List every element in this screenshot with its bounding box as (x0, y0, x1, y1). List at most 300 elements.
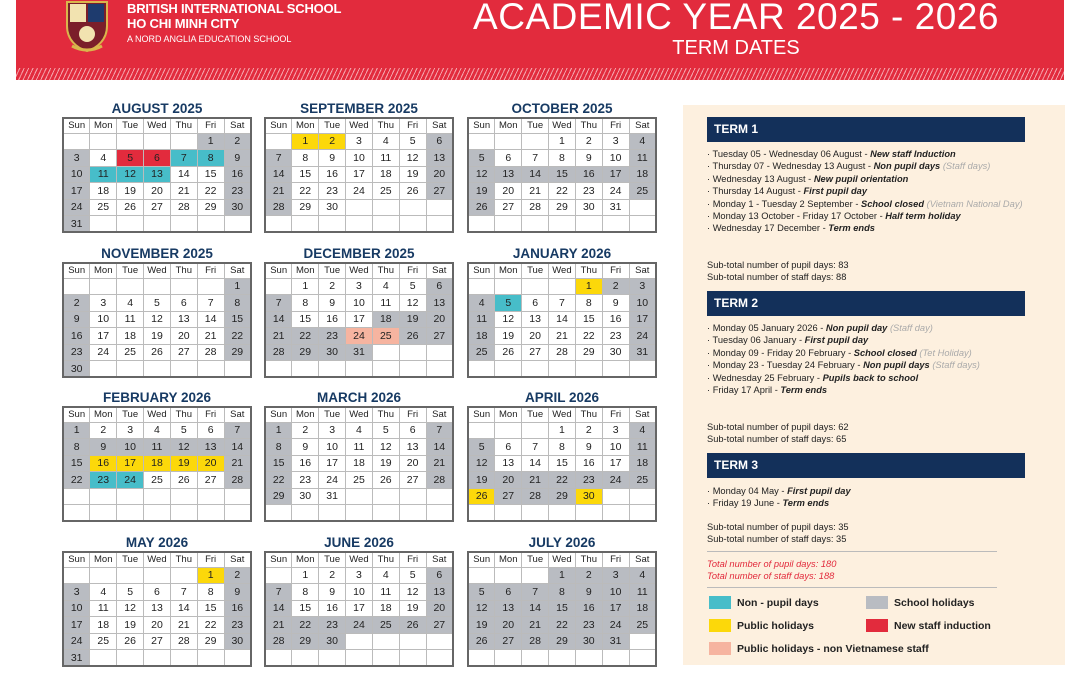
term-item-date: Monday 05 January 2026 - (712, 323, 826, 333)
day-cell: 21 (224, 455, 251, 472)
weekday-header: Sat (629, 263, 656, 278)
day-cell: 27 (522, 344, 549, 361)
weekday-header: Mon (495, 552, 522, 567)
day-cell: 3 (602, 422, 629, 439)
day-cell: 23 (90, 472, 117, 489)
day-cell: 16 (224, 600, 251, 617)
weekday-header: Sun (63, 407, 90, 422)
month-title: MARCH 2026 (316, 390, 402, 405)
empty-cell (399, 216, 426, 233)
day-cell: 18 (372, 311, 399, 328)
empty-cell (170, 278, 197, 295)
school-city: HO CHI MINH CITY (127, 16, 240, 31)
day-cell: 26 (170, 472, 197, 489)
empty-cell (90, 216, 117, 233)
weekday-header: Thu (372, 407, 399, 422)
weekday-header: Sat (426, 407, 453, 422)
empty-cell (90, 278, 117, 295)
month-table (264, 551, 454, 667)
day-cell: 29 (197, 633, 224, 650)
empty-cell (426, 361, 453, 378)
day-cell: 19 (399, 311, 426, 328)
day-cell: 15 (292, 166, 319, 183)
day-cell: 17 (629, 311, 656, 328)
weekday-header: Fri (399, 263, 426, 278)
empty-cell (399, 505, 426, 522)
term-item-note: (Staff days) (932, 360, 980, 371)
weekday-header: Mon (292, 118, 319, 133)
term-item: · Wednesday 25 February - Pupils back to school (707, 372, 919, 383)
day-cell: 28 (265, 633, 292, 650)
weekday-header: Sun (265, 263, 292, 278)
day-cell: 17 (346, 166, 373, 183)
term-item: · Monday 05 January 2026 - Non pupil day (Staff day) (707, 323, 933, 333)
day-cell: 5 (495, 295, 522, 312)
day-cell: 3 (63, 584, 90, 601)
weekday-header: Tue (319, 118, 346, 133)
term-item-note: (Tet Holiday) (919, 347, 972, 358)
empty-cell (292, 361, 319, 378)
hatch-divider (16, 68, 1064, 80)
term-item-date: Wednesday 25 February - (712, 372, 823, 383)
day-cell: 31 (602, 633, 629, 650)
day-cell: 9 (224, 584, 251, 601)
weekday-header: Thu (372, 118, 399, 133)
day-cell: 1 (575, 278, 602, 295)
day-cell: 15 (292, 311, 319, 328)
day-cell: 6 (144, 150, 171, 167)
day-cell: 7 (549, 295, 576, 312)
day-cell: 3 (319, 422, 346, 439)
term-item-event: New pupil orientation (813, 173, 909, 184)
month-table (62, 551, 252, 667)
day-cell: 5 (468, 150, 495, 167)
empty-cell (399, 488, 426, 505)
day-cell: 28 (522, 488, 549, 505)
day-cell: 18 (629, 455, 656, 472)
day-cell: 3 (629, 278, 656, 295)
day-cell: 30 (63, 361, 90, 378)
empty-cell (522, 133, 549, 150)
day-cell: 3 (346, 133, 373, 150)
divider (707, 587, 997, 588)
day-cell: 24 (602, 472, 629, 489)
weekday-header: Wed (346, 407, 373, 422)
empty-cell (346, 216, 373, 233)
day-cell: 16 (292, 455, 319, 472)
day-cell: 2 (575, 422, 602, 439)
term-item: · Monday 13 October - Friday 17 October - Half term holiday (707, 211, 961, 222)
weekday-header: Sat (629, 552, 656, 567)
day-cell: 12 (495, 311, 522, 328)
empty-cell (575, 650, 602, 667)
weekday-header: Tue (117, 407, 144, 422)
term-item-note: (Staff days) (942, 161, 991, 172)
empty-cell (265, 361, 292, 378)
weekday-header: Tue (522, 263, 549, 278)
empty-cell (372, 488, 399, 505)
empty-cell (197, 278, 224, 295)
weekday-header: Tue (522, 407, 549, 422)
term-item-event: New staff Induction (870, 149, 956, 159)
day-cell: 19 (495, 328, 522, 345)
empty-cell (522, 361, 549, 378)
empty-cell (170, 567, 197, 584)
day-cell: 10 (602, 584, 629, 601)
day-cell: 7 (197, 295, 224, 312)
day-cell: 3 (63, 150, 90, 167)
empty-cell (117, 361, 144, 378)
empty-cell (399, 361, 426, 378)
day-cell: 6 (399, 422, 426, 439)
day-cell: 4 (629, 567, 656, 584)
day-cell: 22 (292, 328, 319, 345)
month-table (264, 406, 454, 522)
day-cell: 29 (549, 488, 576, 505)
empty-cell (468, 133, 495, 150)
weekday-header: Tue (117, 263, 144, 278)
day-cell: 23 (575, 472, 602, 489)
day-cell: 14 (522, 166, 549, 183)
weekday-header: Sat (426, 263, 453, 278)
day-cell: 15 (197, 166, 224, 183)
day-cell: 9 (319, 584, 346, 601)
day-cell: 25 (90, 633, 117, 650)
day-cell: 16 (224, 166, 251, 183)
day-cell: 20 (522, 328, 549, 345)
day-cell: 30 (319, 199, 346, 216)
month-title: OCTOBER 2025 (511, 101, 613, 116)
empty-cell (468, 422, 495, 439)
day-cell: 30 (602, 344, 629, 361)
term-item-event: School closed (861, 198, 925, 209)
term-item: · Friday 19 June - Term ends (707, 498, 830, 509)
day-cell: 2 (90, 422, 117, 439)
day-cell: 2 (292, 422, 319, 439)
day-cell: 6 (144, 584, 171, 601)
day-cell: 5 (399, 567, 426, 584)
school-crest-logo (62, 0, 112, 52)
day-cell: 9 (90, 439, 117, 456)
empty-cell (468, 505, 495, 522)
day-cell: 27 (170, 344, 197, 361)
empty-cell (319, 650, 346, 667)
day-cell: 2 (224, 567, 251, 584)
day-cell: 23 (319, 183, 346, 200)
day-cell: 7 (265, 584, 292, 601)
day-cell: 1 (197, 567, 224, 584)
empty-cell (265, 133, 292, 150)
total-pupil-days: Total number of pupil days: 180 (707, 559, 837, 569)
day-cell: 1 (265, 422, 292, 439)
day-cell: 10 (117, 439, 144, 456)
empty-cell (372, 344, 399, 361)
day-cell: 23 (292, 472, 319, 489)
day-cell: 22 (549, 617, 576, 634)
empty-cell (197, 650, 224, 667)
day-cell: 7 (170, 150, 197, 167)
empty-cell (170, 133, 197, 150)
day-cell: 21 (522, 617, 549, 634)
day-cell: 12 (117, 166, 144, 183)
day-cell: 15 (575, 311, 602, 328)
weekday-header: Wed (549, 263, 576, 278)
day-cell: 1 (549, 422, 576, 439)
day-cell: 21 (522, 183, 549, 200)
weekday-header: Thu (575, 407, 602, 422)
page-title: ACADEMIC YEAR 2025 - 2026 (473, 0, 999, 37)
day-cell: 14 (522, 600, 549, 617)
day-cell: 9 (63, 311, 90, 328)
day-cell: 18 (372, 600, 399, 617)
weekday-header: Mon (90, 407, 117, 422)
day-cell: 8 (549, 439, 576, 456)
day-cell: 11 (629, 439, 656, 456)
weekday-header: Wed (346, 263, 373, 278)
day-cell: 28 (170, 199, 197, 216)
day-cell: 21 (549, 328, 576, 345)
day-cell: 11 (90, 600, 117, 617)
day-cell: 24 (346, 617, 373, 634)
weekday-header: Wed (549, 118, 576, 133)
day-cell: 10 (90, 311, 117, 328)
day-cell: 8 (575, 295, 602, 312)
weekday-header: Mon (292, 552, 319, 567)
empty-cell (372, 650, 399, 667)
day-cell: 11 (468, 311, 495, 328)
month-calendar (264, 534, 454, 667)
day-cell: 10 (346, 150, 373, 167)
weekday-header: Sun (468, 552, 495, 567)
day-cell: 18 (117, 328, 144, 345)
term-item-date: Thursday 14 August - (712, 186, 804, 197)
day-cell: 14 (265, 600, 292, 617)
term-3-items (707, 485, 1037, 510)
empty-cell (90, 505, 117, 522)
day-cell: 27 (426, 617, 453, 634)
day-cell: 18 (346, 455, 373, 472)
day-cell: 24 (117, 472, 144, 489)
empty-cell (319, 216, 346, 233)
day-cell: 15 (549, 166, 576, 183)
day-cell: 22 (292, 183, 319, 200)
weekday-header: Fri (399, 552, 426, 567)
term-2-pupil-days: Sub-total number of pupil days: 62 (707, 422, 849, 432)
weekday-header: Wed (144, 552, 171, 567)
day-cell: 10 (319, 439, 346, 456)
day-cell: 21 (522, 472, 549, 489)
day-cell: 26 (399, 183, 426, 200)
day-cell: 23 (319, 328, 346, 345)
day-cell: 8 (549, 584, 576, 601)
weekday-header: Mon (90, 118, 117, 133)
day-cell: 21 (170, 183, 197, 200)
term-item-event: Term ends (780, 385, 828, 396)
weekday-header: Fri (197, 552, 224, 567)
empty-cell (495, 133, 522, 150)
empty-cell (170, 650, 197, 667)
day-cell: 16 (602, 311, 629, 328)
weekday-header: Sun (468, 118, 495, 133)
day-cell: 14 (170, 600, 197, 617)
day-cell: 19 (468, 617, 495, 634)
day-cell: 28 (170, 633, 197, 650)
day-cell: 23 (319, 617, 346, 634)
weekday-header: Sun (265, 552, 292, 567)
term-item-note: (Vietnam National Day) (926, 198, 1023, 209)
weekday-header: Sat (629, 118, 656, 133)
day-cell: 26 (468, 633, 495, 650)
day-cell: 16 (319, 166, 346, 183)
day-cell: 13 (144, 166, 171, 183)
day-cell: 9 (319, 295, 346, 312)
empty-cell (372, 633, 399, 650)
day-cell: 28 (265, 199, 292, 216)
empty-cell (117, 567, 144, 584)
day-cell: 11 (372, 584, 399, 601)
day-cell: 25 (117, 344, 144, 361)
day-cell: 30 (575, 633, 602, 650)
day-cell: 29 (549, 199, 576, 216)
term-item: · Tuesday 06 January - First pupil day (707, 335, 869, 346)
day-cell: 19 (372, 455, 399, 472)
month-title: JUNE 2026 (324, 535, 394, 550)
day-cell: 13 (426, 295, 453, 312)
day-cell: 20 (144, 183, 171, 200)
day-cell: 24 (346, 183, 373, 200)
empty-cell (549, 216, 576, 233)
day-cell: 22 (197, 617, 224, 634)
term-item: · Monday 1 - Tuesday 2 September - School closed (Vietnam National Day) (707, 198, 1023, 209)
month-table (467, 117, 657, 233)
legend-swatch (709, 619, 731, 632)
day-cell: 27 (144, 199, 171, 216)
term-item-date: Thursday 07 - Wednesday 13 August - (712, 161, 874, 172)
day-cell: 11 (372, 295, 399, 312)
empty-cell (224, 505, 251, 522)
day-cell: 7 (522, 150, 549, 167)
weekday-header: Mon (495, 407, 522, 422)
month-title: APRIL 2026 (524, 390, 600, 405)
day-cell: 4 (90, 584, 117, 601)
day-cell: 19 (468, 472, 495, 489)
day-cell: 18 (90, 183, 117, 200)
empty-cell (399, 633, 426, 650)
day-cell: 22 (575, 328, 602, 345)
page-subtitle: TERM DATES (672, 37, 800, 59)
empty-cell (170, 216, 197, 233)
weekday-header: Mon (90, 552, 117, 567)
day-cell: 10 (63, 600, 90, 617)
term-item-event: School closed (853, 347, 917, 358)
day-cell: 23 (602, 328, 629, 345)
day-cell: 3 (602, 567, 629, 584)
empty-cell (63, 505, 90, 522)
weekday-header: Sun (63, 263, 90, 278)
month-table (467, 406, 657, 522)
day-cell: 22 (63, 472, 90, 489)
day-cell: 24 (602, 183, 629, 200)
empty-cell (144, 505, 171, 522)
day-cell: 27 (144, 633, 171, 650)
month-table (264, 117, 454, 233)
weekday-header: Wed (549, 407, 576, 422)
day-cell: 11 (144, 439, 171, 456)
month-title: SEPTEMBER 2025 (300, 101, 418, 116)
day-cell: 30 (292, 488, 319, 505)
weekday-header: Mon (495, 118, 522, 133)
day-cell: 17 (346, 600, 373, 617)
weekday-header: Mon (495, 263, 522, 278)
empty-cell (495, 422, 522, 439)
empty-cell (602, 216, 629, 233)
day-cell: 6 (495, 584, 522, 601)
day-cell: 29 (292, 344, 319, 361)
term-item-date: Friday 17 April - (712, 385, 781, 396)
day-cell: 12 (170, 439, 197, 456)
weekday-header: Fri (197, 407, 224, 422)
day-cell: 7 (426, 422, 453, 439)
weekday-header: Sat (629, 407, 656, 422)
empty-cell (170, 488, 197, 505)
day-cell: 27 (495, 633, 522, 650)
empty-cell (575, 361, 602, 378)
term-item-date: Wednesday 17 December - (712, 223, 829, 234)
day-cell: 11 (629, 150, 656, 167)
empty-cell (495, 650, 522, 667)
day-cell: 20 (495, 183, 522, 200)
day-cell: 16 (90, 455, 117, 472)
day-cell: 12 (117, 600, 144, 617)
term-item: · Friday 17 April - Term ends (707, 385, 828, 396)
day-cell: 4 (629, 422, 656, 439)
empty-cell (426, 199, 453, 216)
empty-cell (602, 505, 629, 522)
day-cell: 31 (63, 650, 90, 667)
day-cell: 17 (90, 328, 117, 345)
day-cell: 2 (224, 133, 251, 150)
term-item-event: Pupils back to school (822, 372, 919, 383)
day-cell: 31 (346, 344, 373, 361)
empty-cell (629, 216, 656, 233)
empty-cell (602, 488, 629, 505)
day-cell: 15 (292, 600, 319, 617)
day-cell: 14 (197, 311, 224, 328)
empty-cell (602, 650, 629, 667)
day-cell: 23 (575, 183, 602, 200)
day-cell: 28 (265, 344, 292, 361)
empty-cell (117, 488, 144, 505)
day-cell: 12 (399, 584, 426, 601)
term-item-event: First pupil day (803, 186, 868, 197)
day-cell: 20 (144, 617, 171, 634)
day-cell: 20 (495, 617, 522, 634)
empty-cell (346, 650, 373, 667)
term-item: · Monday 23 - Tuesday 24 February - Non pupil days (Staff days) (707, 360, 980, 371)
day-cell: 3 (346, 567, 373, 584)
day-cell: 5 (399, 133, 426, 150)
weekday-header: Wed (346, 118, 373, 133)
weekday-header: Tue (319, 407, 346, 422)
day-cell: 14 (224, 439, 251, 456)
term-2-staff-days: Sub-total number of staff days: 65 (707, 434, 847, 444)
day-cell: 5 (117, 584, 144, 601)
empty-cell (426, 650, 453, 667)
empty-cell (63, 278, 90, 295)
day-cell: 2 (63, 295, 90, 312)
day-cell: 1 (63, 422, 90, 439)
legend-label: Non - pupil days (737, 596, 819, 609)
